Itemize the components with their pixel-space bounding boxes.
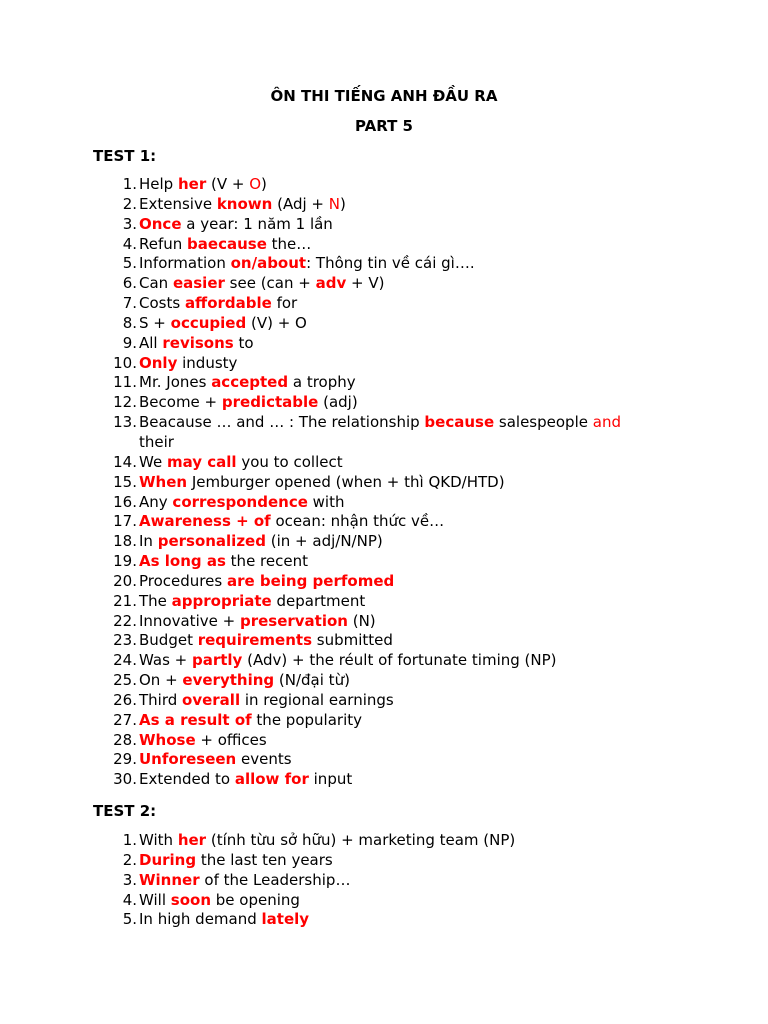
- item-text-segment: department: [271, 591, 366, 610]
- item-text: [139, 314, 659, 334]
- item-text-segment: S +: [139, 313, 171, 332]
- item-text-segment: + offices: [195, 730, 267, 749]
- item-text: [139, 871, 659, 891]
- highlighted-answer: allow for: [234, 770, 309, 789]
- item-number: 2.: [122, 850, 137, 869]
- highlighted-answer: During: [139, 850, 197, 869]
- item-text: [139, 175, 659, 195]
- item-text: [139, 831, 659, 851]
- item-text-segment: you to collect: [236, 452, 343, 471]
- item-number: 9.: [122, 333, 137, 352]
- part-heading: PART 5: [355, 117, 413, 135]
- item-number: 28.: [113, 730, 137, 749]
- item-number: 4.: [122, 234, 137, 253]
- list-item: [0, 770, 768, 790]
- list-item: [0, 235, 768, 255]
- item-text-segment: (adj): [318, 393, 358, 412]
- item-text-segment: On +: [139, 671, 183, 690]
- item-text: [139, 512, 659, 532]
- item-text-segment: to: [233, 333, 254, 352]
- item-text: [139, 215, 659, 235]
- item-number: 8.: [122, 313, 137, 332]
- item-text-segment: Third: [139, 690, 183, 709]
- item-number: 4.: [122, 890, 137, 909]
- list-item: [0, 512, 768, 532]
- highlighted-answer: her: [177, 175, 207, 193]
- highlighted-answer: predictable: [221, 393, 319, 412]
- item-text: [139, 473, 659, 493]
- highlighted-answer: O: [249, 175, 262, 193]
- item-number: 12.: [113, 393, 137, 412]
- highlighted-answer: Whose: [139, 730, 196, 749]
- highlighted-answer: Winner: [139, 870, 200, 889]
- highlighted-answer: baecause: [187, 234, 267, 253]
- item-text-segment: (V) + O: [246, 313, 307, 332]
- item-text-segment: : Thông tin về cái gì….: [306, 254, 475, 273]
- item-text: [139, 671, 659, 691]
- item-number: 15.: [113, 472, 137, 491]
- item-text-segment: be opening: [211, 890, 300, 909]
- list-item: [0, 910, 768, 930]
- item-text: [139, 552, 659, 572]
- item-text-segment: Extended to: [139, 770, 235, 789]
- item-text-segment: ): [339, 194, 346, 213]
- highlighted-answer: and: [592, 413, 621, 432]
- item-text: [139, 254, 659, 274]
- list-item: [0, 453, 768, 473]
- item-text-segment: Any: [139, 492, 173, 511]
- highlighted-answer: may call: [166, 452, 237, 471]
- list-item: [0, 195, 768, 215]
- item-text: [139, 851, 659, 871]
- item-number: 30.: [113, 770, 137, 789]
- item-text: [139, 592, 659, 612]
- item-text: [139, 195, 659, 215]
- item-number: 14.: [113, 452, 137, 471]
- list-item: [0, 334, 768, 354]
- item-text-segment: in regional earnings: [240, 690, 394, 709]
- item-text-segment: In: [139, 532, 158, 551]
- list-item: [0, 750, 768, 770]
- test-1-heading: TEST 1:: [93, 147, 157, 165]
- item-text-segment: the recent: [225, 552, 308, 571]
- item-text-segment: (N): [347, 611, 376, 630]
- highlighted-answer: Awareness + of: [139, 512, 271, 531]
- item-text: [139, 891, 659, 911]
- highlighted-answer: As a result of: [139, 710, 252, 729]
- test-1-list: [0, 175, 768, 790]
- highlighted-answer: appropriate: [171, 591, 272, 610]
- item-text-segment: input: [308, 770, 353, 789]
- item-text-segment: (Adv) + the réult of fortunate timing (NP): [242, 651, 557, 670]
- item-number: 23.: [113, 631, 137, 650]
- item-text-segment: Will: [139, 890, 171, 909]
- item-text-segment: salespeople: [494, 413, 593, 432]
- highlighted-answer: easier: [172, 274, 225, 293]
- item-number: 20.: [113, 571, 137, 590]
- item-text-segment: (Adj +: [272, 194, 329, 213]
- item-number: 1.: [122, 831, 137, 849]
- item-text-segment: Beacause … and … : The relationship: [139, 413, 425, 432]
- highlighted-answer: requirements: [197, 631, 312, 650]
- item-text-segment: a trophy: [288, 373, 356, 392]
- item-number: 17.: [113, 512, 137, 531]
- item-text-segment: submitted: [312, 631, 393, 650]
- list-item: [0, 871, 768, 891]
- item-text: [139, 274, 659, 294]
- item-text: [139, 413, 659, 453]
- item-text: [139, 750, 659, 770]
- item-text-segment: (in + adj/N/NP): [265, 532, 383, 551]
- item-text: [139, 393, 659, 413]
- list-item: [0, 473, 768, 493]
- item-number: 22.: [113, 611, 137, 630]
- item-text-segment: see (can +: [224, 274, 316, 293]
- item-text: [139, 612, 659, 632]
- highlighted-answer: her: [177, 831, 207, 849]
- list-item: [0, 891, 768, 911]
- highlighted-answer: preservation: [239, 611, 348, 630]
- item-text-segment: All: [139, 333, 163, 352]
- list-item: [0, 731, 768, 751]
- item-text: [139, 910, 659, 930]
- highlighted-answer: N: [328, 194, 340, 213]
- item-number: 18.: [113, 532, 137, 551]
- list-item: [0, 532, 768, 552]
- list-item: [0, 373, 768, 393]
- item-text-segment: Jemburger opened (when + thì QKD/HTD): [187, 472, 505, 491]
- item-number: 2.: [122, 194, 137, 213]
- item-number: 13.: [113, 413, 137, 432]
- item-text-segment: ocean: nhận thức về…: [270, 512, 445, 531]
- highlighted-answer: personalized: [157, 532, 266, 551]
- item-text: [139, 770, 659, 790]
- list-item: [0, 393, 768, 413]
- list-item: [0, 572, 768, 592]
- highlighted-answer: adv: [315, 274, 347, 293]
- item-text-segment: the…: [266, 234, 312, 253]
- item-number: 1.: [122, 175, 137, 193]
- item-number: 29.: [113, 750, 137, 769]
- highlighted-answer: partly: [191, 651, 243, 670]
- item-text-segment: with: [307, 492, 345, 511]
- item-text-segment: Costs: [139, 294, 185, 313]
- item-number: 21.: [113, 591, 137, 610]
- item-text-segment: With: [139, 831, 178, 849]
- item-number: 26.: [113, 690, 137, 709]
- item-text-segment: The: [139, 591, 172, 610]
- list-item: [0, 552, 768, 572]
- item-text: [139, 235, 659, 255]
- item-text-segment: In high demand: [139, 910, 262, 929]
- item-text-segment: Innovative +: [139, 611, 240, 630]
- list-item: [0, 294, 768, 314]
- list-item: [0, 274, 768, 294]
- item-number: 24.: [113, 651, 137, 670]
- item-text-segment: Refun: [139, 234, 188, 253]
- highlighted-answer: known: [216, 194, 273, 213]
- item-text: [139, 731, 659, 751]
- highlighted-answer: on/about: [230, 254, 307, 273]
- test-2-list: [0, 831, 768, 930]
- item-text: [139, 631, 659, 651]
- item-text-segment: Mr. Jones: [139, 373, 212, 392]
- highlighted-answer: are being perfomed: [226, 571, 395, 590]
- highlighted-answer: revisons: [162, 333, 234, 352]
- highlighted-answer: Once: [139, 214, 182, 233]
- item-number: 3.: [122, 870, 137, 889]
- item-text-segment: events: [236, 750, 292, 769]
- item-text: [139, 294, 659, 314]
- item-text: [139, 354, 659, 374]
- highlighted-answer: Unforeseen: [139, 750, 237, 769]
- item-text-segment: Become +: [139, 393, 222, 412]
- list-item: [0, 175, 768, 195]
- highlighted-answer: occupied: [170, 313, 247, 332]
- item-text: [139, 711, 659, 731]
- list-item: [0, 612, 768, 632]
- list-item: [0, 831, 768, 851]
- highlighted-answer: everything: [182, 671, 275, 690]
- list-item: [0, 592, 768, 612]
- item-text: [139, 572, 659, 592]
- item-number: 11.: [113, 373, 137, 392]
- item-number: 6.: [122, 274, 137, 293]
- item-text-segment: Was +: [139, 651, 192, 670]
- item-text: [139, 691, 659, 711]
- item-text-segment: Procedures: [139, 571, 227, 590]
- item-text-segment: the last ten years: [196, 850, 333, 869]
- list-item: [0, 631, 768, 651]
- highlighted-answer: accepted: [211, 373, 289, 392]
- highlighted-answer: lately: [261, 910, 310, 929]
- item-number: 27.: [113, 710, 137, 729]
- item-text-segment: Can: [139, 274, 173, 293]
- list-item: [0, 671, 768, 691]
- item-text: [139, 651, 659, 671]
- item-text-segment: Extensive: [139, 194, 217, 213]
- item-text-segment: ): [261, 175, 267, 193]
- item-text-segment: of the Leadership…: [199, 870, 351, 889]
- item-text: [139, 373, 659, 393]
- item-text: [139, 334, 659, 354]
- item-text: [139, 532, 659, 552]
- item-number: 3.: [122, 214, 137, 233]
- highlighted-answer: because: [424, 413, 495, 432]
- highlighted-answer: soon: [170, 890, 211, 909]
- item-number: 5.: [122, 910, 137, 929]
- list-item: [0, 691, 768, 711]
- list-item: [0, 254, 768, 274]
- item-text-segment: Help: [139, 175, 178, 193]
- highlighted-answer: As long as: [139, 552, 226, 571]
- highlighted-answer: affordable: [184, 294, 272, 313]
- item-text-segment: industy: [177, 353, 238, 372]
- test-2-heading: TEST 2:: [93, 802, 157, 820]
- item-text-segment: Budget: [139, 631, 198, 650]
- item-text-segment: their: [139, 432, 174, 451]
- highlighted-answer: Only: [139, 353, 178, 372]
- item-text-segment: (tính từu sở hữu) + marketing team (NP): [206, 831, 516, 849]
- item-number: 16.: [113, 492, 137, 511]
- highlighted-answer: correspondence: [172, 492, 308, 511]
- item-text-segment: for: [271, 294, 298, 313]
- list-item: [0, 354, 768, 374]
- highlighted-answer: overall: [182, 690, 241, 709]
- item-number: 19.: [113, 552, 137, 571]
- highlighted-answer: When: [139, 472, 188, 491]
- item-text-segment: We: [139, 452, 167, 471]
- item-number: 25.: [113, 671, 137, 690]
- item-text-segment: + V): [346, 274, 385, 293]
- item-text-segment: Information: [139, 254, 231, 273]
- item-number: 7.: [122, 294, 137, 313]
- document-title: ÔN THI TIẾNG ANH ĐẦU RA: [270, 87, 498, 105]
- list-item: [0, 711, 768, 731]
- list-item: [0, 215, 768, 235]
- list-item: [0, 851, 768, 871]
- item-text-segment: (V +: [206, 175, 250, 193]
- list-item: [0, 413, 768, 453]
- item-number: 5.: [122, 254, 137, 273]
- item-text: [139, 493, 659, 513]
- list-item: [0, 314, 768, 334]
- item-text-segment: the popularity: [251, 710, 362, 729]
- item-number: 10.: [113, 353, 137, 372]
- item-text-segment: a year: 1 năm 1 lần: [181, 214, 333, 233]
- item-text: [139, 453, 659, 473]
- item-text-segment: (N/đại từ): [274, 671, 350, 690]
- list-item: [0, 651, 768, 671]
- list-item: [0, 493, 768, 513]
